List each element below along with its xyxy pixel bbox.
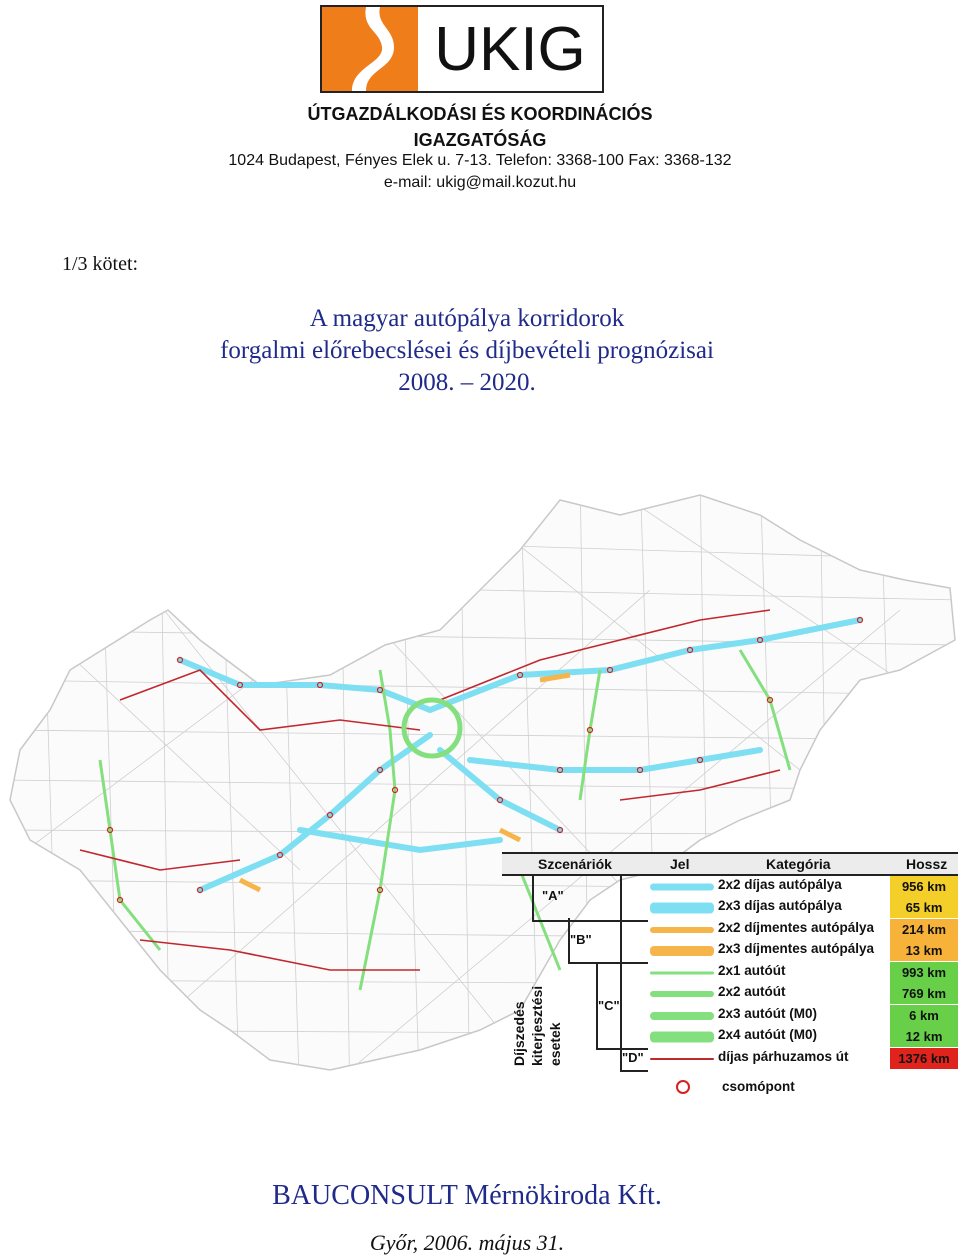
legend-line-symbol — [650, 1031, 714, 1042]
legend-header-length: Hossz — [906, 856, 948, 872]
toll-extension-cases-label — [506, 962, 566, 1068]
legend-line-symbol — [650, 971, 714, 974]
legend-header-symbol: Jel — [670, 856, 690, 872]
scenario-c-label: "C" — [598, 998, 620, 1013]
org-address: 1024 Budapest, Fényes Elek u. 7-13. Telefon: 3368-100 Fax: 3368-132 — [228, 152, 732, 169]
legend-category: 2x3 díjas autópálya — [718, 898, 842, 913]
scenario-d-label: "D" — [622, 1050, 644, 1065]
legend-node-row — [676, 1078, 876, 1100]
legend-line-symbol — [650, 1058, 714, 1060]
legend-length: 993 km — [889, 962, 958, 983]
legend-length: 214 km — [889, 919, 958, 940]
org-email: e-mail: ukig@mail.kozut.hu — [383, 174, 577, 191]
road-logo-icon — [322, 7, 418, 91]
org-name-line2: IGAZGATÓSÁG — [413, 130, 547, 150]
legend-category: 2x2 díjmentes autópálya — [718, 920, 875, 935]
legend-category: 2x4 autóút (M0) — [718, 1027, 818, 1042]
legend-line-symbol — [650, 946, 714, 956]
legend-row — [648, 962, 958, 983]
vertical-label-line2: kiterjesztési — [529, 985, 545, 1066]
legend-header-scenarios: Szcenáriók — [538, 856, 612, 872]
legend-length: 769 km — [889, 983, 958, 1004]
legend-length: 1376 km — [889, 1048, 958, 1069]
ukig-logo — [320, 5, 604, 93]
node-label: csomópont — [722, 1079, 795, 1094]
legend-row — [648, 940, 958, 961]
map-legend — [502, 852, 958, 1094]
legend-row — [648, 983, 958, 1004]
legend-category: 2x2 díjas autópálya — [718, 877, 842, 892]
volume-label: 1/3 kötet: — [62, 253, 139, 275]
node-circle-icon — [676, 1080, 690, 1094]
org-name-line1: ÚTGAZDÁLKODÁSI ÉS KOORDINÁCIÓS — [307, 104, 653, 124]
legend-length: 956 km — [889, 876, 958, 897]
legend-category: 2x2 autóút — [718, 984, 786, 999]
legend-category: 2x3 autóút (M0) — [718, 1006, 818, 1021]
legend-category: díjas párhuzamos út — [718, 1049, 849, 1064]
scenario-d-bracket — [620, 876, 648, 1072]
legend-row — [648, 876, 958, 897]
legend-line-symbol — [650, 902, 714, 913]
company-name: BAUCONSULT Mérnökiroda Kft. — [272, 1180, 662, 1211]
legend-row — [648, 897, 958, 918]
legend-category: 2x3 díjmentes autópálya — [718, 941, 875, 956]
legend-length: 13 km — [889, 940, 958, 961]
vertical-label-line3: esetek — [547, 1022, 563, 1066]
legend-row — [648, 1005, 958, 1026]
legend-line-symbol — [650, 927, 714, 933]
legend-length: 12 km — [889, 1026, 958, 1047]
legend-row — [648, 1048, 958, 1069]
legend-line-symbol — [650, 1012, 714, 1020]
legend-row — [648, 1026, 958, 1047]
legend-row — [648, 919, 958, 940]
document-title-years: 2008. – 2020. — [398, 369, 536, 396]
scenario-b-label: "B" — [570, 932, 592, 947]
scenario-a-label: "A" — [542, 888, 564, 903]
legend-header-category: Kategória — [766, 856, 831, 872]
logo-text: UKIG — [434, 14, 586, 84]
legend-category: 2x1 autóút — [718, 963, 786, 978]
document-title-line1: A magyar autópálya korridorok — [309, 305, 625, 332]
legend-line-symbol — [650, 991, 714, 997]
document-title-line2: forgalmi előrebecslései és díjbevételi prognózisai — [220, 337, 714, 364]
legend-length: 65 km — [889, 897, 958, 918]
vertical-label-line1: Díjszedés — [511, 1001, 527, 1066]
place-and-date: Győr, 2006. május 31. — [369, 1230, 565, 1255]
legend-header — [502, 852, 958, 876]
legend-line-symbol — [650, 883, 714, 890]
legend-length: 6 km — [889, 1005, 958, 1026]
